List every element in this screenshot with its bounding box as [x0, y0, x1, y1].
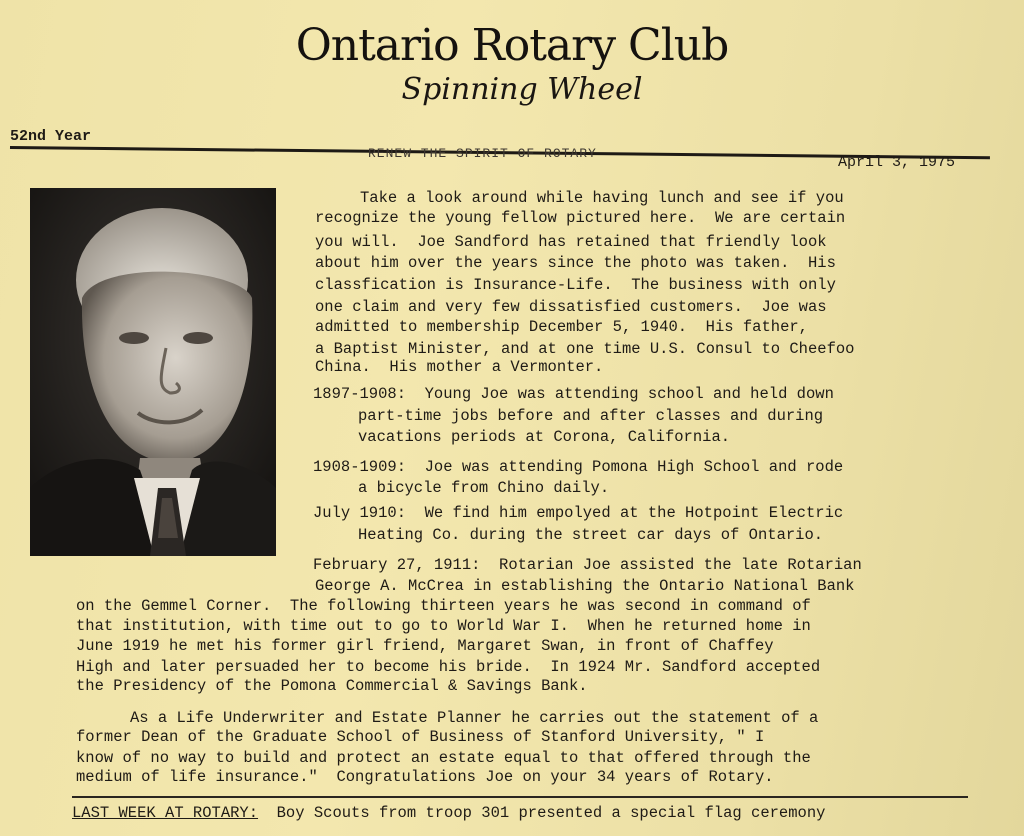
intro-line: one claim and very few dissatisfied customers. Joe was	[315, 298, 827, 316]
entry-line: High and later persuaded her to become his bride. In 1924 Mr. Sandford accepted	[76, 658, 821, 676]
volume-year: 52nd Year	[10, 128, 92, 145]
entry-line: on the Gemmel Corner. The following thirteen years he was second in command of	[76, 597, 811, 615]
issue-date: April 3, 1975	[838, 154, 956, 171]
portrait-illustration	[30, 188, 276, 556]
intro-line: a Baptist Minister, and at one time U.S. Consul to Cheefoo	[315, 340, 855, 358]
intro-line: about him over the years since the photo was taken. His	[315, 254, 836, 272]
entry-line: part-time jobs before and after classes and during	[358, 407, 824, 425]
entry-line: 1908-1909: Joe was attending Pomona High School and rode	[313, 458, 844, 476]
intro-line: you will. Joe Sandford has retained that friendly look	[315, 233, 827, 251]
entry-line: July 1910: We find him empolyed at the Hotpoint Electric	[313, 504, 844, 522]
last-week-label: LAST WEEK AT ROTARY:	[72, 804, 259, 822]
portrait-photo	[30, 188, 276, 556]
last-week-text: Boy Scouts from troop 301 presented a special flag ceremony	[258, 804, 826, 822]
closing-line: medium of life insurance." Congratulations Joe on your 34 years of Rotary.	[76, 768, 774, 786]
section-divider	[72, 796, 968, 798]
intro-line: admitted to membership December 5, 1940. His father,	[315, 318, 808, 336]
entry-line: that institution, with time out to go to World War I. When he returned home in	[76, 617, 811, 635]
last-week-line	[72, 803, 825, 823]
entry-line: vacations periods at Corona, California.	[358, 428, 731, 446]
newsletter-subtitle: Spinning Wheel	[401, 72, 643, 107]
closing-line: know of no way to build and protect an estate equal to that offered through the	[76, 749, 811, 767]
entry-line: Heating Co. during the street car days of Ontario.	[358, 526, 824, 544]
intro-line: recognize the young fellow pictured here. We are certain	[315, 209, 846, 227]
entry-line: a bicycle from Chino daily.	[358, 479, 610, 497]
entry-line: George A. McCrea in establishing the Ontario National Bank	[315, 577, 855, 595]
intro-line: China. His mother a Vermonter.	[315, 358, 604, 376]
intro-line: Take a look around while having lunch and see if you	[360, 189, 844, 207]
entry-line: February 27, 1911: Rotarian Joe assisted the late Rotarian	[313, 556, 862, 574]
entry-line: June 1919 he met his former girl friend, Margaret Swan, in front of Chaffey	[76, 637, 774, 655]
closing-line: As a Life Underwriter and Estate Planner he carries out the statement of a	[130, 709, 819, 727]
intro-line: classfication is Insurance-Life. The business with only	[315, 276, 836, 294]
masthead	[0, 20, 1024, 108]
newsletter-title: Ontario Rotary Club	[295, 20, 729, 71]
motto: RENEW THE SPIRIT OF ROTARY	[368, 146, 597, 161]
entry-line: the Presidency of the Pomona Commercial & Savings Bank.	[76, 677, 588, 695]
entry-line: 1897-1908: Young Joe was attending school and held down	[313, 385, 834, 403]
closing-line: former Dean of the Graduate School of Business of Stanford University, " I	[76, 728, 765, 746]
